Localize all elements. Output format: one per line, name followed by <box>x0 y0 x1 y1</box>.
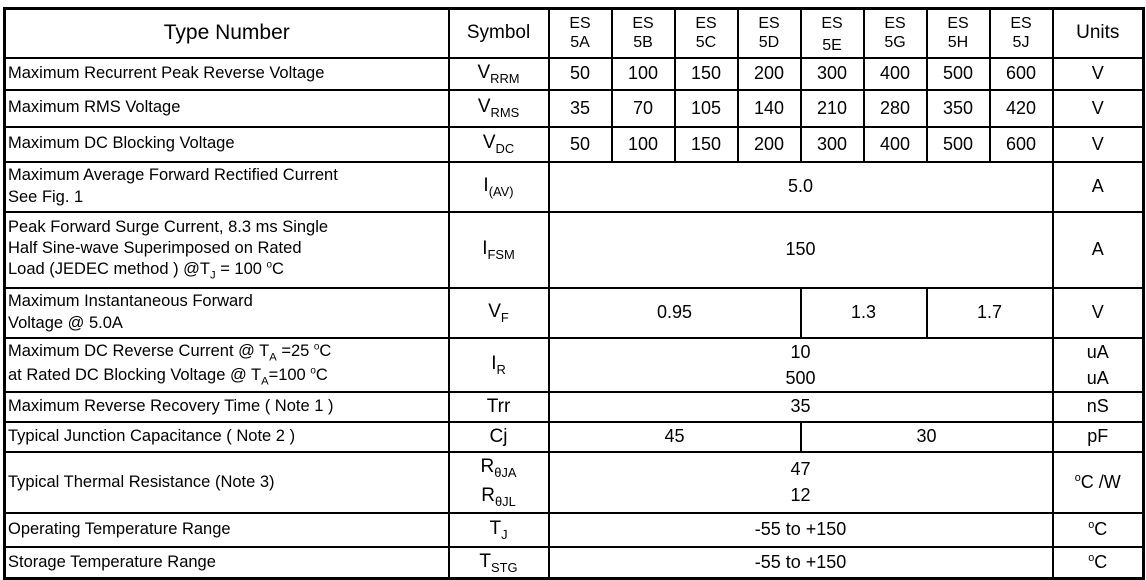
param-value: 35 <box>549 90 612 127</box>
row-tj <box>5 513 1144 547</box>
param-label: Maximum DC Blocking Voltage <box>5 127 449 162</box>
row-thermal-resistance <box>5 452 1144 513</box>
param-units: $^o$C <box>1053 547 1144 579</box>
param-symbol: $R_{\theta JA}$ $R_{\theta JL}$ <box>449 452 549 513</box>
param-symbol: $T_{STG}$ <box>449 547 549 579</box>
type-col-header-es5d: ES 5D <box>738 9 801 58</box>
param-value: 35 <box>549 392 1053 422</box>
param-value: 420 <box>990 90 1053 127</box>
row-ir <box>5 338 1144 392</box>
type-col-header-es5a: ES 5A <box>549 9 612 58</box>
param-label: Peak Forward Surge Current, 8.3 ms Single Half Sine-wave Superimposed on Rated Load (JEDEC method ) $@T_J = 100$ $^o$C <box>5 212 449 288</box>
param-label: Storage Temperature Range <box>5 547 449 579</box>
param-value: 500 <box>927 58 990 90</box>
param-value: 210 <box>801 90 864 127</box>
param-value: 300 <box>801 127 864 162</box>
param-value: 10 500 <box>549 338 1053 392</box>
ratings-characteristics-table <box>3 7 1145 580</box>
row-tstg <box>5 547 1144 579</box>
param-symbol: $I_{FSM}$ <box>449 212 549 288</box>
param-units: A <box>1053 212 1144 288</box>
row-trr <box>5 392 1144 422</box>
row-vrrm <box>5 58 1144 90</box>
param-value: 105 <box>675 90 738 127</box>
param-symbol: $I_{(AV)}$ <box>449 162 549 212</box>
param-value: 280 <box>864 90 927 127</box>
type-col-header-es5e: ES 5E <box>801 9 864 58</box>
type-col-header-es5j: ES 5J <box>990 9 1053 58</box>
param-value: 140 <box>738 90 801 127</box>
param-units: V <box>1053 127 1144 162</box>
param-symbol: $V_F$ <box>449 288 549 338</box>
param-label: Maximum DC Reverse Current @ $T_A =25$ $^o$C at Rated DC Blocking Voltage @ $T_A=100$ $^o$C <box>5 338 449 392</box>
param-symbol: $V_{RMS}$ <box>449 90 549 127</box>
type-col-header-es5g: ES 5G <box>864 9 927 58</box>
param-value: 5.0 <box>549 162 1053 212</box>
param-symbol: $V_{RRM}$ <box>449 58 549 90</box>
row-vrms <box>5 90 1144 127</box>
param-value: 150 <box>675 127 738 162</box>
param-label: Typical Junction Capacitance ( Note 2 ) <box>5 422 449 452</box>
param-units: uA uA <box>1053 338 1144 392</box>
param-value: 300 <box>801 58 864 90</box>
param-value: 100 <box>612 58 675 90</box>
param-label: Maximum Recurrent Peak Reverse Voltage <box>5 58 449 90</box>
param-value: 150 <box>549 212 1053 288</box>
units-header: Units <box>1053 9 1144 58</box>
row-cj <box>5 422 1144 452</box>
row-vf <box>5 288 1144 338</box>
param-units: pF <box>1053 422 1144 452</box>
param-units: $^o$C /W <box>1053 452 1144 513</box>
param-symbol: $V_{DC}$ <box>449 127 549 162</box>
param-value: 200 <box>738 58 801 90</box>
param-value: -55 to +150 <box>549 547 1053 579</box>
param-value: 45 <box>549 422 801 452</box>
param-value: 100 <box>612 127 675 162</box>
param-units: A <box>1053 162 1144 212</box>
param-label: Operating Temperature Range <box>5 513 449 547</box>
header-row <box>5 9 1144 58</box>
param-value: 30 <box>801 422 1053 452</box>
param-value: 0.95 <box>549 288 801 338</box>
param-value: 500 <box>927 127 990 162</box>
param-symbol: Cj <box>449 422 549 452</box>
symbol-header: Symbol <box>449 9 549 58</box>
param-symbol: $T_J$ <box>449 513 549 547</box>
param-value: 50 <box>549 127 612 162</box>
param-label: Maximum RMS Voltage <box>5 90 449 127</box>
param-units: nS <box>1053 392 1144 422</box>
type-number-header: Type Number <box>5 9 449 58</box>
param-value: 350 <box>927 90 990 127</box>
param-value: 70 <box>612 90 675 127</box>
param-value: -55 to +150 <box>549 513 1053 547</box>
param-value: 50 <box>549 58 612 90</box>
row-ifsm <box>5 212 1144 288</box>
param-label: Maximum Reverse Recovery Time ( Note 1 ) <box>5 392 449 422</box>
param-value: 400 <box>864 58 927 90</box>
param-label: Maximum Instantaneous Forward Voltage @ 5.0A <box>5 288 449 338</box>
type-col-header-es5h: ES 5H <box>927 9 990 58</box>
param-value: 150 <box>675 58 738 90</box>
row-vdc <box>5 127 1144 162</box>
type-col-header-es5c: ES 5C <box>675 9 738 58</box>
param-units: V <box>1053 90 1144 127</box>
type-col-header-es5b: ES 5B <box>612 9 675 58</box>
param-label: Maximum Average Forward Rectified Current See Fig. 1 <box>5 162 449 212</box>
param-value: 200 <box>738 127 801 162</box>
param-value: 600 <box>990 58 1053 90</box>
param-symbol: $I_R$ <box>449 338 549 392</box>
param-value: 1.7 <box>927 288 1053 338</box>
param-value: 47 12 <box>549 452 1053 513</box>
param-value: 600 <box>990 127 1053 162</box>
row-iav <box>5 162 1144 212</box>
param-value: 400 <box>864 127 927 162</box>
param-units: $^o$C <box>1053 513 1144 547</box>
param-units: V <box>1053 288 1144 338</box>
param-symbol: Trr <box>449 392 549 422</box>
param-label: Typical Thermal Resistance (Note 3) <box>5 452 449 513</box>
param-value: 1.3 <box>801 288 927 338</box>
param-units: V <box>1053 58 1144 90</box>
